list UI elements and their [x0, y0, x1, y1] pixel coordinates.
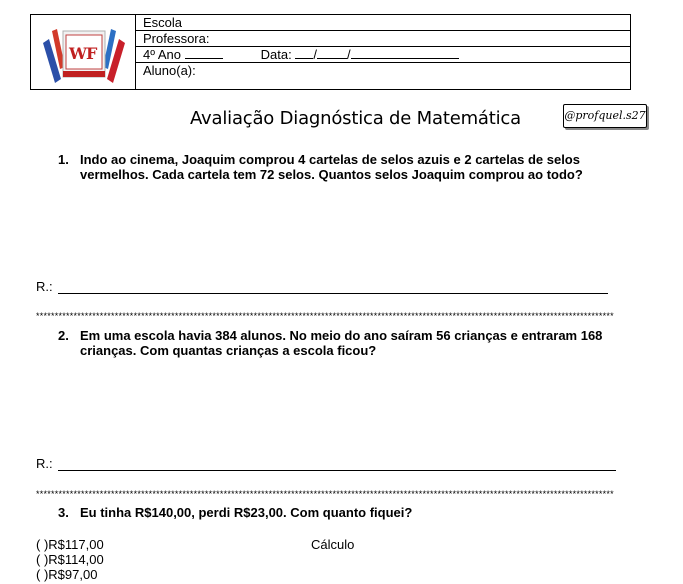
- separator-2: **********************************************************************************************************************************************************: [36, 489, 614, 499]
- author-stamp: @profquel.s27: [563, 104, 647, 128]
- date-label: Data:: [260, 47, 292, 62]
- grade-label: 4º Ano: [143, 47, 182, 62]
- question-text-line2: vermelhos. Cada cartela tem 72 selos. Quantos selos Joaquim comprou ao todo?: [80, 167, 583, 182]
- school-logo-pencils-icon: [39, 21, 129, 85]
- option-a[interactable]: ( )R$117,00: [36, 537, 104, 552]
- school-label: Escola: [143, 15, 183, 30]
- answer-row-1: [36, 279, 616, 295]
- question-text-line1: Eu tinha R$140,00, perdi R$23,00. Com quanto fiquei?: [80, 505, 413, 520]
- date-day-blank[interactable]: [295, 47, 313, 59]
- date-year-blank[interactable]: [351, 47, 459, 59]
- answer-label: R.:: [36, 456, 53, 471]
- student-row: [136, 63, 630, 89]
- question-number: 2.: [58, 328, 69, 343]
- option-c[interactable]: ( )R$97,00: [36, 567, 98, 582]
- date-sep-1: /: [313, 47, 317, 62]
- grade-blank[interactable]: [185, 47, 223, 59]
- question-number: 3.: [58, 505, 69, 520]
- header-table: [30, 14, 631, 90]
- answer-row-2: [36, 456, 626, 472]
- separator-1: **********************************************************************************************************************************************************: [36, 311, 614, 321]
- svg-text:F: F: [86, 44, 98, 63]
- question-number: 1.: [58, 152, 69, 167]
- answer-label: R.:: [36, 279, 53, 294]
- student-label: Aluno(a):: [143, 63, 196, 78]
- question-text-line2: crianças. Com quantas crianças a escola ficou?: [80, 343, 377, 358]
- date-month-blank[interactable]: [317, 47, 347, 59]
- logo-cell: [31, 15, 136, 89]
- answer-line[interactable]: [58, 293, 608, 294]
- answer-line[interactable]: [58, 470, 616, 471]
- calc-label: Cálculo: [311, 537, 355, 552]
- date-sep-2: /: [346, 47, 351, 62]
- page-title: Avaliação Diagnóstica de Matemática: [190, 108, 521, 129]
- svg-text:W: W: [69, 44, 87, 63]
- option-b[interactable]: ( )R$114,00: [36, 552, 104, 567]
- grade-date-row: [136, 47, 630, 63]
- question-text-line1: Em uma escola havia 384 alunos. No meio do ano saíram 56 crianças e entraram 168: [80, 328, 603, 343]
- teacher-label: Professora:: [143, 31, 210, 46]
- question-text-line1: Indo ao cinema, Joaquim comprou 4 cartelas de selos azuis e 2 cartelas de selos: [80, 152, 580, 167]
- teacher-row: [136, 31, 630, 47]
- school-row: [136, 15, 630, 31]
